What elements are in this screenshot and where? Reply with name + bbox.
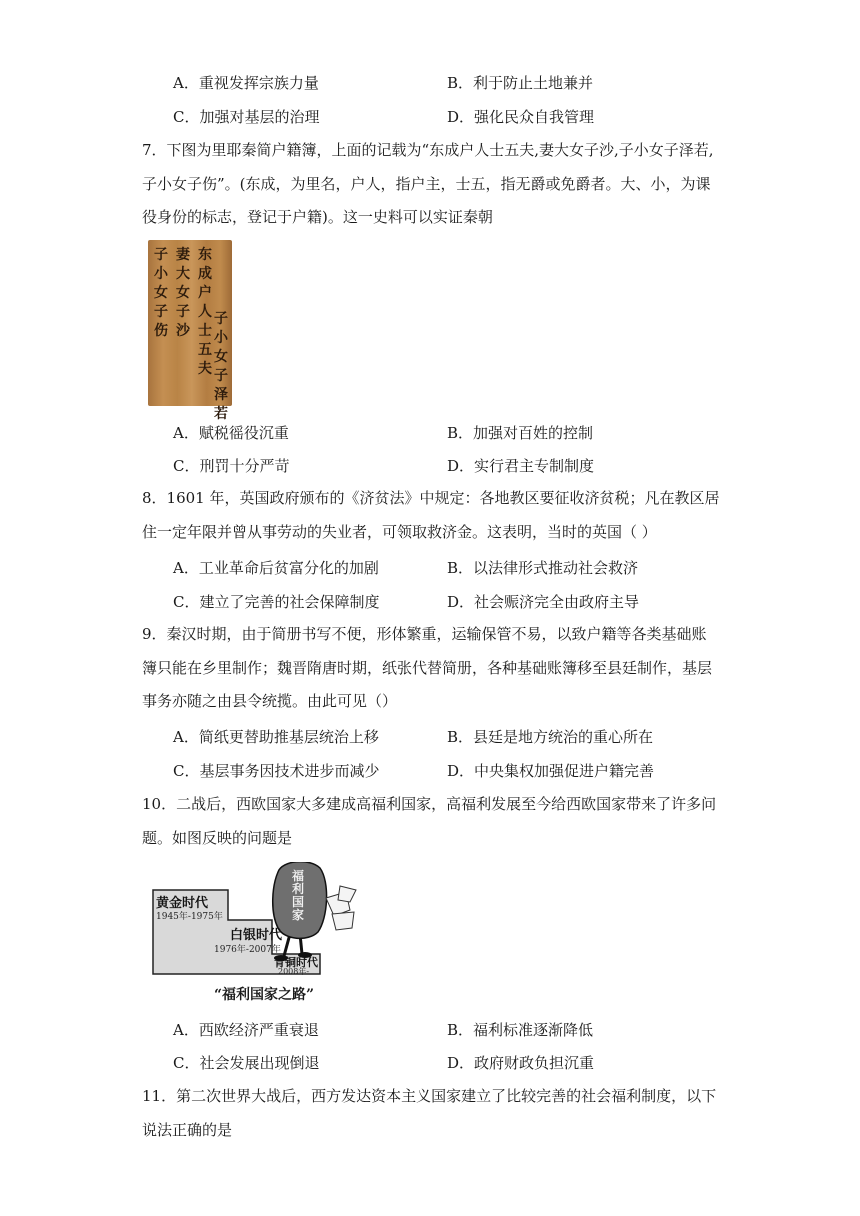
q10-stem bbox=[142, 788, 722, 855]
q8-option-d[interactable]: D．社会赈济完全由政府主导 bbox=[447, 593, 640, 611]
q11-stem bbox=[142, 1080, 722, 1147]
q8-options-row-1 bbox=[0, 557, 860, 583]
welfare-state-cartoon bbox=[150, 862, 370, 1002]
slip-column-2: 妻大女子沙 bbox=[176, 247, 190, 339]
q8-stem-line-2: 住一定年限并曾从事劳动的失业者，可领取救济金。这表明，当时的英国（ ） bbox=[142, 522, 657, 541]
slip-column-1: 子小女子伤 bbox=[154, 247, 168, 339]
slip-column-4: 子小女子泽若 bbox=[214, 311, 228, 422]
q6-option-a[interactable]: A．重视发挥宗族力量 bbox=[173, 74, 319, 92]
q9-options-row-1 bbox=[0, 726, 860, 752]
q9-options-row-2 bbox=[0, 760, 860, 786]
q7-option-b[interactable]: B．加强对百姓的控制 bbox=[447, 424, 594, 442]
q8-option-b[interactable]: B．以法律形式推动社会救济 bbox=[447, 559, 639, 577]
q9-stem-line-3: 事务亦随之由县令统揽。由此可见（） bbox=[142, 692, 398, 710]
q10-options-row-2 bbox=[0, 1052, 860, 1078]
q10-options-row-1 bbox=[0, 1019, 860, 1045]
era-bronze-years: 2008年- bbox=[278, 967, 310, 976]
era-golden-years: 1945年-1975年 bbox=[156, 912, 223, 922]
q6-option-d[interactable]: D．强化民众自我管理 bbox=[447, 108, 595, 126]
q6-options-row-2 bbox=[0, 106, 860, 132]
q7-option-d[interactable]: D．实行君主专制制度 bbox=[447, 457, 595, 475]
q11-stem-line-1: 11．第二次世界大战后，西方发达资本主义国家建立了比较完善的社会福利制度，以下 bbox=[142, 1087, 717, 1105]
q8-option-a[interactable]: A．工业革命后贫富分化的加剧 bbox=[173, 559, 379, 577]
era-silver-years: 1976年-2007年 bbox=[214, 945, 281, 955]
q8-option-c[interactable]: C．建立了完善的社会保障制度 bbox=[173, 593, 380, 611]
falling-paper-3 bbox=[338, 886, 356, 902]
q9-option-c[interactable]: C．基层事务因技术进步而减少 bbox=[173, 762, 380, 780]
q9-stem bbox=[142, 618, 722, 719]
q9-stem-line-1: 9．秦汉时期，由于简册书写不便，形体繁重，运输保管不易，以致户籍等各类基础账 bbox=[142, 625, 707, 643]
era-bronze-label: 青铜时代 bbox=[274, 956, 318, 969]
q10-stem-line-2: 题。如图反映的问题是 bbox=[142, 828, 293, 847]
q10-option-a[interactable]: A．西欧经济严重衰退 bbox=[173, 1021, 319, 1039]
q8-stem-line-1: 8．1601 年，英国政府颁布的《济贫法》中规定：各地教区要征收济贫税；凡在教区居 bbox=[142, 489, 720, 507]
welfare-bag-label: 福利国家 bbox=[292, 869, 305, 922]
cartoon-caption: “福利国家之路” bbox=[214, 987, 315, 1003]
q10-stem-line-1: 10．二战后，西欧国家大多建成高福利国家，高福利发展至今给西欧国家带来了许多问 bbox=[142, 795, 717, 813]
q9-option-a[interactable]: A．简纸更替助推基层统治上移 bbox=[173, 728, 379, 746]
q10-option-d[interactable]: D．政府财政负担沉重 bbox=[447, 1054, 595, 1072]
q7-stem-line-3: 役身份的标志，登记于户籍)。这一史料可以实证秦朝 bbox=[142, 208, 493, 226]
q11-stem-line-2: 说法正确的是 bbox=[142, 1120, 233, 1139]
cartoon-drawing bbox=[150, 862, 370, 982]
q6-options-row-1 bbox=[0, 72, 860, 98]
q9-option-d[interactable]: D．中央集权加强促进户籍完善 bbox=[447, 762, 655, 780]
q7-options-row-2 bbox=[0, 455, 860, 481]
q7-stem-line-1: 7．下图为里耶秦简户籍簿，上面的记载为“东成户人士五夫,妻大女子沙,子小女子泽若, bbox=[142, 141, 714, 159]
q8-options-row-2 bbox=[0, 591, 860, 617]
q6-option-c[interactable]: C．加强对基层的治理 bbox=[173, 108, 320, 126]
q10-option-c[interactable]: C．社会发展出现倒退 bbox=[173, 1054, 320, 1072]
q8-stem bbox=[142, 482, 722, 549]
q7-options-row-1 bbox=[0, 422, 860, 448]
q7-option-c[interactable]: C．刑罚十分严苛 bbox=[173, 457, 290, 475]
era-silver-label: 白银时代 bbox=[230, 928, 283, 943]
q10-option-b[interactable]: B．福利标准逐渐降低 bbox=[447, 1021, 594, 1039]
q9-option-b[interactable]: B．县廷是地方统治的重心所在 bbox=[447, 728, 654, 746]
q7-option-a[interactable]: A．赋税徭役沉重 bbox=[173, 424, 289, 442]
q7-stem-line-2: 子小女子伤”。(东成，为里名，户人，指户主，士五，指无爵或免爵者。大、小，为课 bbox=[142, 174, 711, 193]
bamboo-slip-image bbox=[148, 240, 232, 422]
falling-paper-2 bbox=[332, 912, 354, 930]
slip-column-3: 东成户人士五夫 bbox=[198, 247, 212, 377]
q6-option-b[interactable]: B．利于防止土地兼并 bbox=[447, 74, 594, 92]
q7-stem bbox=[142, 134, 722, 235]
q9-stem-line-2: 簿只能在乡里制作；魏晋隋唐时期，纸张代替简册，各种基础账簿移至县廷制作，基层 bbox=[142, 658, 713, 677]
era-golden-label: 黄金时代 bbox=[156, 896, 209, 911]
